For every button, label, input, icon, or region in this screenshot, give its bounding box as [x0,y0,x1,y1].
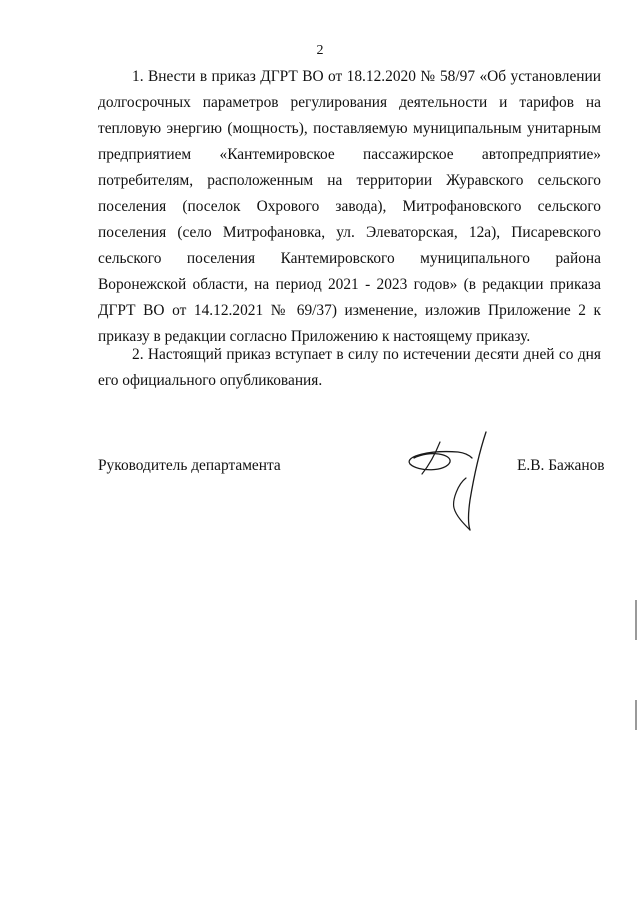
handwritten-signature [400,428,500,538]
scan-edge-mark [635,600,637,640]
signer-title: Руководитель департамента [98,457,281,474]
signer-name: Е.В. Бажанов [517,457,605,474]
scan-edge-mark [635,700,637,730]
paragraph-effective-date: 2. Настоящий приказ вступает в силу по истечении десяти дней со дня его официального опубликования. [98,346,601,389]
paragraph-amendment: 1. Внести в приказ ДГРТ ВО от 18.12.2020 № 58/97 «Об установлении долгосрочных параметров регулирования деятельности и тарифов на тепловую энергию (мощность), поставляемую муниципальным унитарным предприятием «Кантемировское пассажирское автопредприятие» потребителям, расположенным на территории Журавского сельского поселения (поселок Охрового завода), Митрофановского сельского поселения (село Митрофановка, ул. Элеваторская, 12а), Писаревского сельского поселения Кантемировского муниципального района Воронежской области, на период 2021 - 2023 годов» (в редакции приказа ДГРТ ВО от 14.12.2021 № 69/37) изменение, изложив Приложение 2 к приказу в редакции согласно Приложению к настоящему приказу. [98,68,601,345]
page-number: 2 [316,43,324,58]
